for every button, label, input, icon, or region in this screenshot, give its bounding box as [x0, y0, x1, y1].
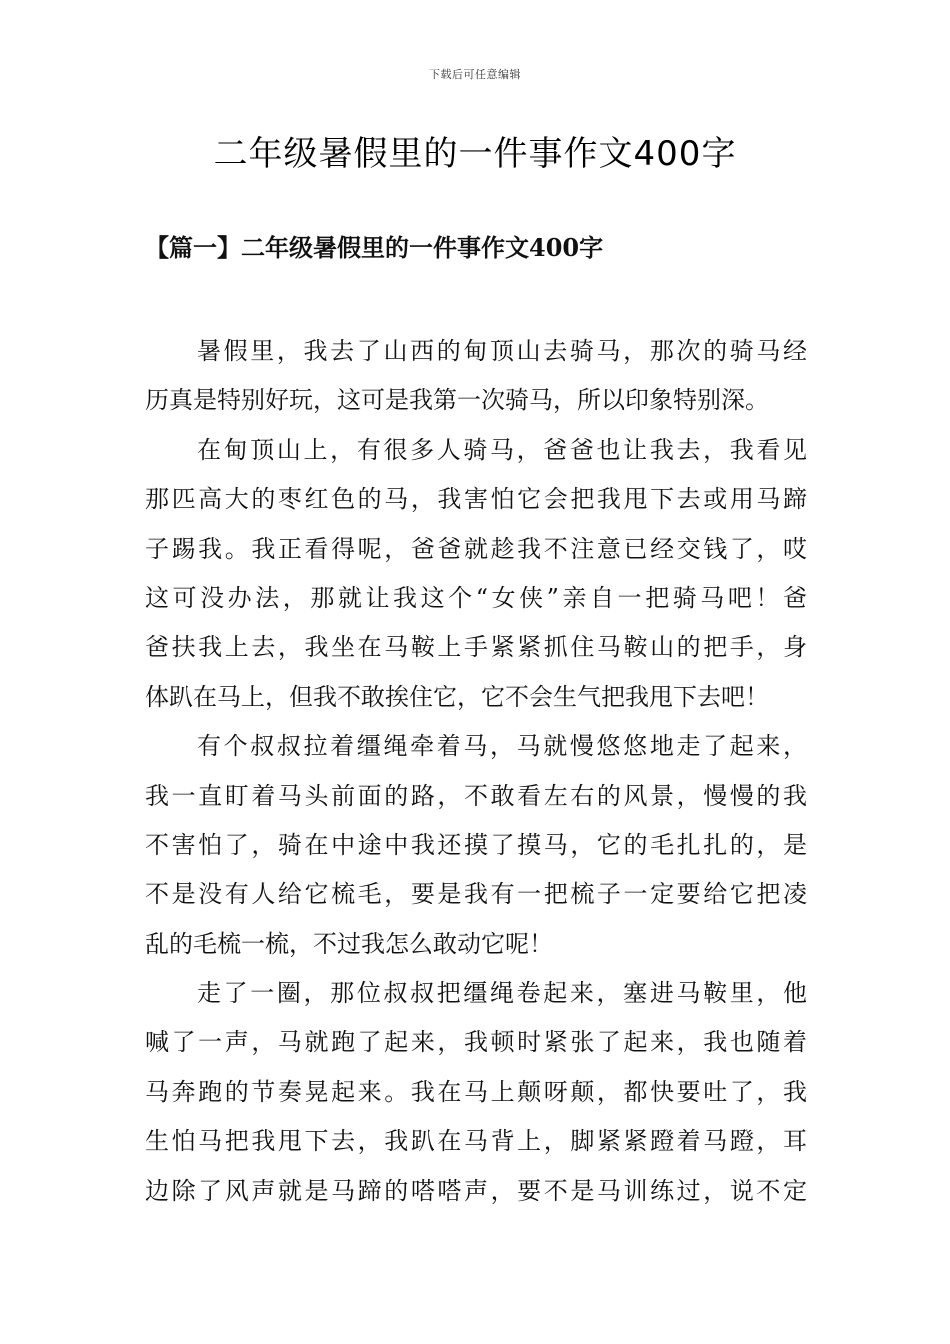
body-line: 体趴在马上，但我不敢挨住它，它不会生气把我甩下去吧！	[145, 682, 769, 711]
body-line: 生怕马把我甩下去，我趴在马背上，脚紧紧蹬着马蹬，耳	[145, 1127, 807, 1156]
body-line: 爸扶我上去，我坐在马鞍上手紧紧抓住马鞍山的把手，身	[145, 633, 807, 662]
body-line: 这可没办法，那就让我这个“女侠”亲自一把骑马吧！爸	[145, 583, 807, 612]
body-line: 我一直盯着马头前面的路，不敢看左右的风景，慢慢的我	[145, 781, 807, 810]
body-line: 子踢我。我正看得呢，爸爸就趁我不注意已经交钱了，哎	[145, 534, 807, 563]
essay-body	[145, 327, 807, 1216]
body-line: 不害怕了，骑在中途中我还摸了摸马，它的毛扎扎的，是	[145, 830, 807, 859]
page-title: 二年级暑假里的一件事作文400字	[213, 134, 737, 174]
body-line: 在甸顶山上，有很多人骑马，爸爸也让我去，我看见	[197, 435, 807, 464]
body-line: 暑假里，我去了山西的甸顶山去骑马，那次的骑马经	[197, 337, 807, 365]
body-line: 乱的毛梳一梳，不过我怎么敢动它呢！	[145, 929, 553, 958]
body-line: 喊了一声，马就跑了起来，我顿时紧张了起来，我也随着	[145, 1028, 807, 1057]
body-line: 那匹高大的枣红色的马，我害怕它会把我甩下去或用马蹄	[145, 485, 807, 514]
body-line: 边除了风声就是马蹄的嗒嗒声，要不是马训练过，说不定	[145, 1176, 807, 1205]
header-note: 下载后可任意编辑	[429, 68, 521, 81]
body-line: 历真是特别好玩，这可是我第一次骑马，所以印象特别深。	[145, 386, 769, 415]
section-heading: 【篇一】二年级暑假里的一件事作文400字	[145, 233, 604, 262]
body-line: 马奔跑的节奏晃起来。我在马上颠呀颠，都快要吐了，我	[145, 1077, 807, 1106]
body-line: 走了一圈，那位叔叔把缰绳卷起来，塞进马鞍里，他	[197, 979, 807, 1008]
body-line: 不是没有人给它梳毛，要是我有一把梳子一定要给它把凌	[145, 880, 807, 909]
body-line: 有个叔叔拉着缰绳牵着马，马就慢悠悠地走了起来，	[197, 732, 807, 761]
